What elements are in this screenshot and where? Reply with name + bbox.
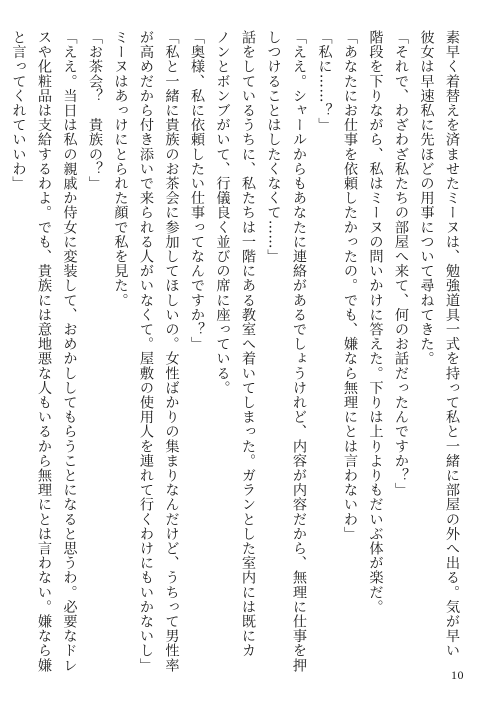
text-line: 「私に……？」 bbox=[316, 30, 333, 133]
text-line: 「それで、わざわざ私たちの部屋へ来て、何のお話だったんですか？」 bbox=[393, 30, 409, 498]
body-text bbox=[10, 30, 464, 673]
text-line: が高めだから付き添いで来られる人がいなくて。屋敷の使用人を連れて行くわけにもいかないし」 bbox=[138, 30, 154, 673]
text-line: 彼女は早速私に先ほどの用事について尋ねてきた。 bbox=[418, 30, 435, 366]
text-line: 「あなたにお仕事を依頼したかったの。でも、嫌なら無理にとは言わないわ」 bbox=[342, 30, 358, 541]
text-line: 「お茶会？ 貴族の？」 bbox=[87, 30, 103, 191]
text-line: ノンとボンブがいて、行儀良く並びの席に座っている。 bbox=[214, 30, 231, 395]
text-line: スや化粧品は支給するわよ。でも、貴族には意地悪な人もいるから無理にとは言わない。嫌なら嫌 bbox=[36, 30, 52, 673]
text-line: 「ええ。シャールからもあなたに連絡があるでしょうけれど、内容が内容だから、無理に仕事を押 bbox=[291, 30, 307, 673]
text-line: しつけることはしたくなくて……」 bbox=[265, 30, 282, 264]
text-line: と言ってくれていいわ」 bbox=[10, 30, 27, 191]
text-line: 「ええ。当日は私の親戚か侍女に変装して、おめかししてもらうことになると思うわ。必要なドレ bbox=[61, 30, 78, 673]
text-line: 素早く着替えを済ませたミーヌは、勉強道具一式を持って私と一緒に部屋の外へ出る。気が早い bbox=[444, 30, 460, 658]
text-line: ミーヌはあっけにとられた顔で私を見た。 bbox=[112, 30, 129, 308]
text-line: 「奥様、私に依頼したい仕事ってなんですか？」 bbox=[189, 30, 205, 352]
text-line: 階段を下りながら、私はミーヌの問いかけに答えた。下りは上りよりもだいぶ体が楽だ。 bbox=[367, 30, 384, 614]
text-line: 「私と一緒に貴族のお茶会に参加してほしいの。女性ばかりの集まりなんだけど、うちって男性率 bbox=[163, 30, 180, 673]
page-number: 10 bbox=[451, 668, 464, 682]
text-line: 話をしているうちに、私たちは一階にある教室へ着いてしまった。ガランとした室内には既にカ bbox=[240, 30, 256, 658]
